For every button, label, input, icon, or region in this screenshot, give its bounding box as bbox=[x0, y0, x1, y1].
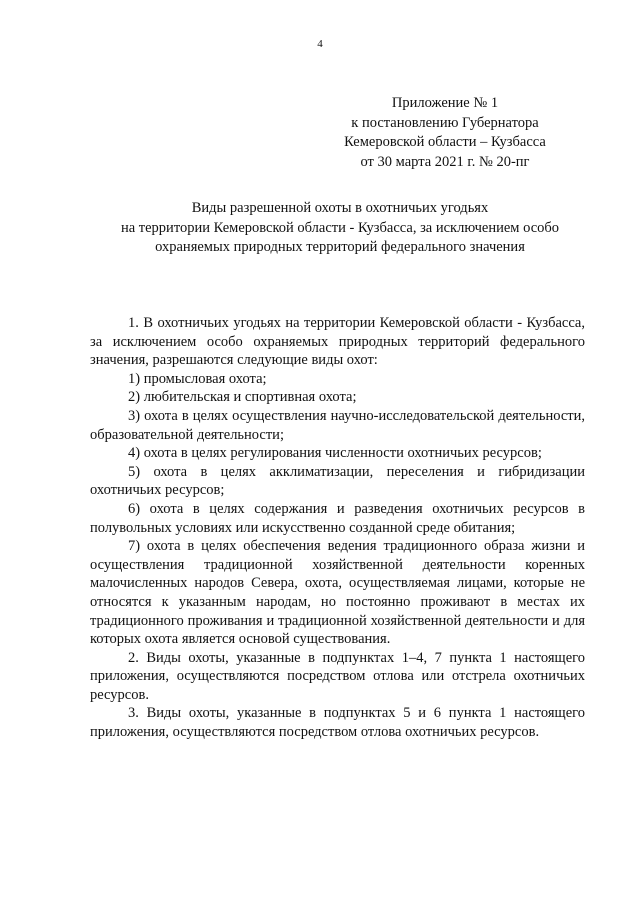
appendix-line: Приложение № 1 bbox=[391, 95, 499, 111]
appendix-line: Кемеровской области – Кузбасса bbox=[344, 134, 546, 150]
list-item-1: 1) промысловая охота; bbox=[128, 370, 267, 387]
paragraph-2: 2. Виды охоты, указанные в подпунктах 1–4, 7 пункта 1 настоящего приложения, осуществляются посредством отлова или отстрела охотничьих ресурсов. bbox=[90, 649, 585, 703]
list-item-7: 7) охота в целях обеспечения ведения традиционного образа жизни и осуществления традиционной хозяйственной деятельности коренных малочисленных народов Севера, охота, осуществляемая лицами, которые не относятся к указанным народам, но постоянно проживают в местах их традиционного проживания и традиционной хозяйственной деятельности и для которых охота является основой существования. bbox=[90, 538, 585, 648]
title-line: охраняемых природных территорий федерального значения bbox=[155, 239, 525, 255]
paragraph-3: 3. Виды охоты, указанные в подпунктах 5 и 6 пункта 1 настоящего приложения, осуществляются посредством отлова охотничьих ресурсов. bbox=[90, 705, 585, 741]
page-number: 4 bbox=[317, 38, 323, 50]
document-body bbox=[90, 314, 585, 742]
list-item-3: 3) охота в целях осуществления научно-исследовательской деятельности, образовательной деятельности; bbox=[90, 407, 585, 443]
paragraph-1: 1. В охотничьих угодьях на территории Кемеровской области - Кузбасса, за исключением особо охраняемых природных территорий федерального значения, разрешаются следующие виды охот: bbox=[90, 315, 585, 369]
title-line: Виды разрешенной охоты в охотничьих угодьях bbox=[191, 200, 489, 216]
appendix-line: от 30 марта 2021 г. № 20-пг bbox=[360, 153, 530, 170]
title-line: на территории Кемеровской области - Кузбасса, за исключением особо bbox=[120, 219, 560, 236]
appendix-line: к постановлению Губернатора bbox=[351, 114, 539, 131]
list-item-5: 5) охота в целях акклиматизации, переселения и гибридизации охотничьих ресурсов; bbox=[90, 463, 585, 499]
document-title bbox=[80, 199, 600, 258]
list-item-6: 6) охота в целях содержания и разведения охотничьих ресурсов в полувольных условиях или искусственно созданной среде обитания; bbox=[90, 500, 585, 536]
appendix-header bbox=[300, 94, 590, 172]
list-item-4: 4) охота в целях регулирования численности охотничьих ресурсов; bbox=[128, 445, 542, 462]
list-item-2: 2) любительская и спортивная охота; bbox=[128, 389, 357, 406]
